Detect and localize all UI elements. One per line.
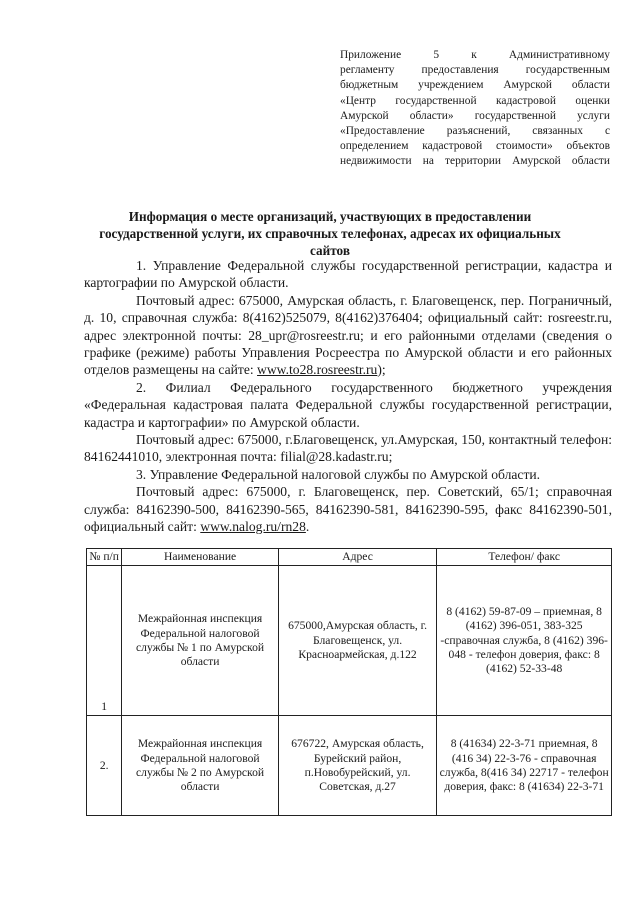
rosreestr-tail: ); bbox=[377, 362, 386, 378]
document-heading: Информация о месте организаций, участвующих в предоставлении государственной услуги, их справочных телефонах, адресах их официальных сайтов bbox=[99, 209, 561, 258]
fns-tail: . bbox=[305, 519, 310, 535]
row-phone: 8 (4162) 59-87-09 – приемная, 8 (4162) 396-051, 383-325 -справочная служба, 8 (4162) 396-048 - телефон доверия, факс: 8 (4162) 52-33-48 bbox=[437, 566, 612, 716]
appendix-block bbox=[340, 48, 610, 170]
header-address: Адрес bbox=[278, 549, 437, 566]
header-num: № п/п bbox=[87, 549, 122, 566]
fns-address-text: Почтовый адрес: 675000, г. Благовещенск, пер. Советский, 65/1; справочная служба: 84162390-500, 84162390-565, 84162390-581, 84162390-595, факс 84162390-501, официальный сайт: bbox=[84, 484, 612, 535]
appendix-line: недвижимости на территории Амурской области bbox=[340, 155, 610, 168]
row-name: Межрайонная инспекция Федеральной налоговой службы № 1 по Амурской области bbox=[122, 566, 278, 716]
appendix-line: «Центр государственной кадастровой оценки bbox=[340, 94, 610, 107]
appendix-line: регламенту предоставления государственным bbox=[340, 64, 610, 77]
paragraph-kadastr: 2. Филиал Федерального государственного бюджетного учреждения «Федеральная кадастровая палата Федеральной службы государственной регистрации, кадастра и картографии» по Амурской области. bbox=[84, 379, 612, 430]
row-num: 2. bbox=[87, 716, 122, 816]
table-row bbox=[87, 716, 612, 816]
table-row bbox=[87, 566, 612, 716]
appendix-line: бюджетным учреждением Амурской области bbox=[340, 79, 610, 92]
header-phone: Телефон/ факс bbox=[437, 549, 612, 566]
appendix-line: Приложение 5 к Административному bbox=[340, 49, 610, 61]
paragraph-rosreestr: 1. Управление Федеральной службы государственной регистрации, кадастра и картографии по Амурской области. bbox=[84, 258, 612, 291]
document-body bbox=[84, 257, 612, 536]
row-address: 676722, Амурская область, Бурейский район, п.Новобурейский, ул. Советская, д.27 bbox=[278, 716, 437, 816]
row-address: 675000,Амурская область, г. Благовещенск, ул. Красноармейская, д.122 bbox=[278, 566, 437, 716]
fns-site-link[interactable]: www.nalog.ru/rn28 bbox=[200, 519, 306, 535]
rosreestr-site-link[interactable]: www.to28.rosreestr.ru bbox=[257, 362, 378, 378]
header-name: Наименование bbox=[122, 549, 278, 566]
paragraph-fns-address bbox=[84, 483, 612, 535]
rosreestr-address-text: Почтовый адрес: 675000, Амурская область, г. Благовещенск, пер. Пограничный, д. 10, справочная служба: 8(4162)525079, 8(4162)376404; официальный сайт: rosreestr.ru, адрес электронной почты: 28_upr@rosreestr.ru; и его районными отделами (сведения о графике (режиме) работы Управления Росреестра по Амурской области и его районных отделов размещены на сайте: bbox=[84, 292, 612, 378]
appendix-line: «Предоставление разъяснений, связанных с bbox=[340, 125, 610, 138]
appendix-line: Амурской области» государственной услуги bbox=[340, 109, 610, 122]
appendix-line: определением кадастровой стоимости» объектов bbox=[340, 140, 610, 153]
inspections-table bbox=[86, 548, 612, 816]
paragraph-rosreestr-address bbox=[84, 292, 612, 379]
row-phone: 8 (41634) 22-3-71 приемная, 8 (416 34) 22-3-76 - справочная служба, 8(416 34) 22717 - телефон доверия, факс: 8 (41634) 22-3-71 bbox=[437, 716, 612, 816]
paragraph-kadastr-address: Почтовый адрес: 675000, г.Благовещенск, ул.Амурская, 150, контактный телефон: 84162441010, электронная почта: filial@28.kadastr.ru; bbox=[84, 432, 612, 465]
paragraph-fns: 3. Управление Федеральной налоговой службы по Амурской области. bbox=[136, 466, 541, 482]
table-header-row bbox=[87, 549, 612, 566]
row-num: 1 bbox=[87, 566, 122, 716]
row-name: Межрайонная инспекция Федеральной налоговой службы № 2 по Амурской области bbox=[122, 716, 278, 816]
